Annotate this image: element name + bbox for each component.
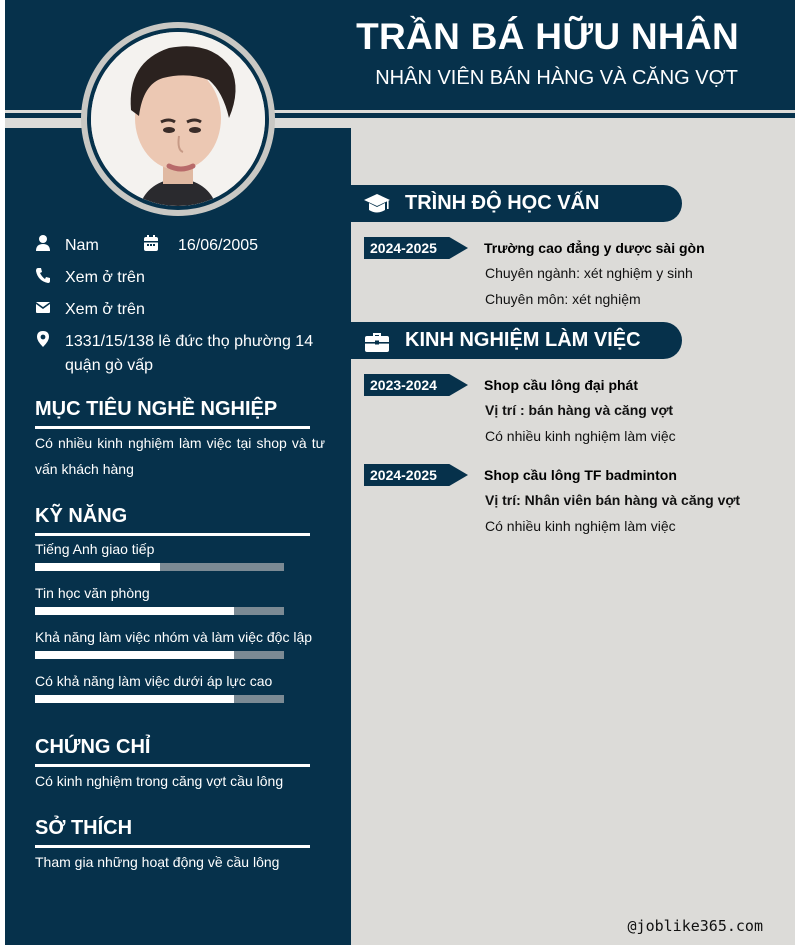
skill-label: Có khả năng làm việc dưới áp lực cao [35, 673, 273, 689]
birthday-value: 16/06/2005 [178, 237, 259, 254]
education-title: TRÌNH ĐỘ HỌC VẤN [405, 192, 600, 214]
skill-bar [35, 695, 284, 703]
hobbies-text: Tham gia những hoạt động về cầu lông [35, 854, 280, 870]
skill-label: Tin học văn phòng [35, 585, 150, 601]
objective-text: Có nhiều kinh nghiệm làm việc tại shop và tư vấn khách hàng [35, 435, 325, 477]
skill-bar-fill [35, 695, 234, 703]
phone-value: Xem ở trên [65, 269, 145, 286]
hobbies-title: SỞ THÍCH [35, 817, 133, 839]
graduation-cap-icon [363, 190, 391, 218]
experience-company: Shop cầu lông đại phát [484, 377, 638, 393]
skill-bar-fill [35, 651, 234, 659]
footer-watermark: @joblike365.com [627, 917, 763, 935]
hobbies-underline [35, 845, 310, 848]
certificates-title: CHỨNG CHỈ [35, 736, 151, 758]
experience-description: Có nhiều kinh nghiệm làm việc [485, 428, 676, 444]
objective-title: MỤC TIÊU NGHỀ NGHIỆP [35, 398, 278, 420]
mail-icon [35, 298, 51, 316]
skill-bar [35, 651, 284, 659]
candidate-job-title: NHÂN VIÊN BÁN HÀNG VÀ CĂNG VỢT [375, 67, 738, 89]
objective-underline [35, 426, 310, 429]
skills-underline [35, 533, 310, 536]
experience-company: Shop cầu lông TF badminton [484, 467, 677, 483]
skill-label: Khả năng làm việc nhóm và làm việc độc lập [35, 629, 313, 645]
resume-page [5, 0, 795, 945]
phone-icon [35, 266, 51, 284]
calendar-icon [143, 234, 159, 252]
experience-title: KINH NGHIỆM LÀM VIỆC [405, 329, 641, 351]
candidate-name: TRẦN BÁ HỮU NHÂN [356, 16, 739, 57]
experience-period: 2024-2025 [370, 467, 437, 483]
briefcase-icon [363, 327, 391, 355]
gender-value: Nam [65, 237, 99, 254]
skill-bar [35, 563, 284, 571]
education-school: Trường cao đẳng y dược sài gòn [484, 240, 705, 256]
email-value: Xem ở trên [65, 301, 145, 318]
skills-title: KỸ NĂNG [35, 505, 128, 527]
user-icon [35, 234, 51, 252]
experience-position: Vị trí : bán hàng và căng vợt [485, 402, 674, 418]
profile-photo [91, 32, 265, 206]
experience-header [351, 322, 682, 359]
address-line-2: quận gò vấp [65, 357, 154, 374]
map-pin-icon [35, 330, 51, 348]
skill-label: Tiếng Anh giao tiếp [35, 541, 155, 557]
education-major: Chuyên ngành: xét nghiệm y sinh [485, 265, 693, 281]
experience-position: Vị trí: Nhân viên bán hàng và căng vợt [485, 492, 741, 508]
education-specialty: Chuyên môn: xét nghiệm [485, 291, 641, 307]
skill-bar [35, 607, 284, 615]
experience-description: Có nhiều kinh nghiệm làm việc [485, 518, 676, 534]
certificates-text: Có kinh nghiệm trong căng vợt cầu lông [35, 773, 284, 789]
avatar [81, 22, 275, 216]
education-period: 2024-2025 [370, 240, 437, 256]
education-header [351, 185, 682, 222]
experience-period: 2023-2024 [370, 377, 437, 393]
address-line-1: 1331/15/138 lê đức thọ phường 14 [65, 333, 314, 350]
skill-bar-fill [35, 607, 234, 615]
certificates-underline [35, 764, 310, 767]
skill-bar-fill [35, 563, 160, 571]
portrait-illustration [91, 32, 265, 206]
